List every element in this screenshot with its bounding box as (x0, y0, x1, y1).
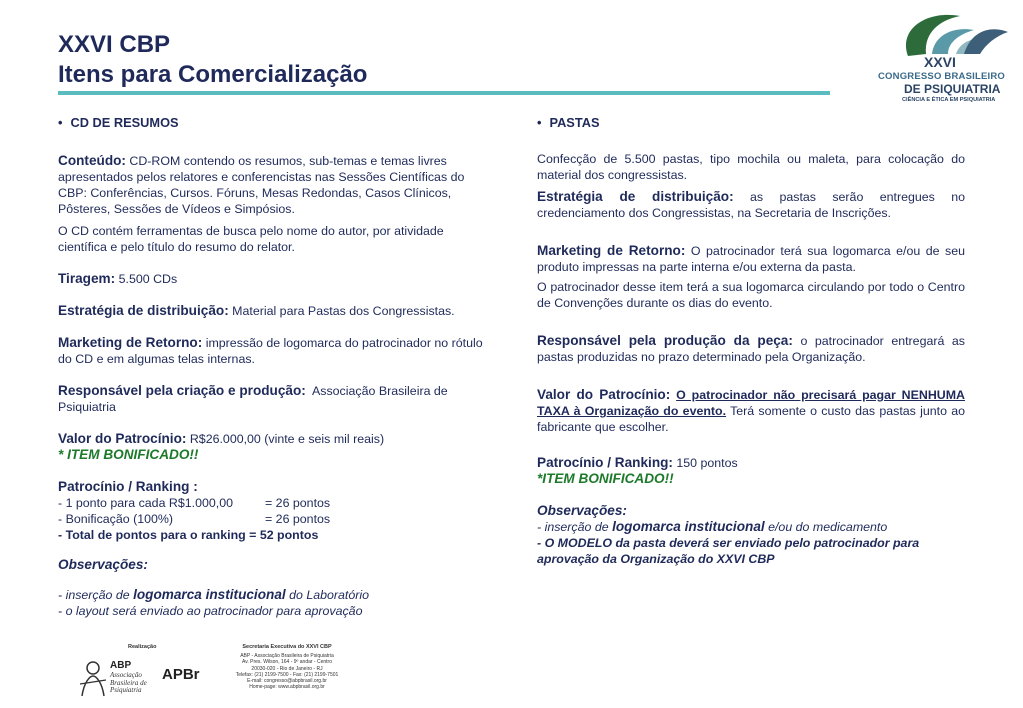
cd-observation-1: - inserção de logomarca institucional do Laboratório (58, 587, 370, 602)
page-title (58, 30, 367, 90)
cd-value: Valor do Patrocínio: R$26.000,00 (vinte e seis mil reais) (58, 431, 385, 446)
pastas-responsible: Responsável pela produção da peça: o patrocinador entregará as pastas produzidas no prazo determinado pela Organização. (537, 333, 965, 364)
footer-line-1: ABP - Associação Brasileira de Psiquiatria (240, 653, 334, 660)
cd-bonus-badge: * ITEM BONIFICADO!! (58, 447, 199, 462)
left-column (58, 115, 488, 619)
abp-logo-icon (78, 658, 108, 698)
footer-secretariat (226, 644, 348, 690)
logo-line-1: XXVI (924, 54, 956, 70)
title-line-2: Itens para Comercialização (58, 61, 368, 88)
footer (78, 644, 348, 704)
cd-section-heading: • CD DE RESUMOS (58, 115, 179, 130)
cd-ranking-line-1: - 1 ponto para cada R$1.000,00 = 26 pontos (58, 496, 331, 510)
footer-line-4: Telefax: (21) 2199-7500 - Fax: (21) 2199-7501 (235, 671, 339, 678)
cd-observations-label: Observações: (58, 557, 148, 572)
cd-ranking-total: - Total de pontos para o ranking = 52 pontos (58, 528, 319, 542)
pastas-observation-1: - inserção de logomarca institucional e/ou do medicamento (537, 519, 888, 534)
footer-line-3: 20030-020 - Rio de Janeiro - RJ (251, 665, 323, 672)
pastas-value: Valor do Patrocínio: O patrocinador não precisará pagar NENHUMA TAXA à Organização do evento. Terá somente o custo das pastas junto ao fabricante que escolher. (537, 387, 966, 434)
pastas-observation-2: - O MODELO da pasta deverá ser enviado pelo patrocinador para aprovação da Organização do XXVI CBP (537, 536, 920, 566)
pastas-bonus-badge: *ITEM BONIFICADO!! (537, 471, 674, 486)
pastas-marketing-2: O patrocinador desse item terá a sua logomarca circulando por todo o Centro de Convenções durante os dias do evento. (537, 280, 965, 310)
cd-responsible: Responsável pela criação e produção: Associação Brasileira de Psiquiatria (58, 383, 448, 414)
logo-line-2: CONGRESSO BRASILEIRO (878, 71, 1005, 82)
footer-line-2: Av. Pres. Wilson, 164 - 9º andar - Centro (241, 659, 332, 666)
footer-realizacao: Realização (128, 644, 157, 650)
pastas-ranking: Patrocínio / Ranking: 150 pontos (537, 455, 738, 470)
pastas-marketing: Marketing de Retorno: O patrocinador terá sua logomarca e/ou de seu produto impressas na parte interna e/ou externa da pasta. (537, 243, 965, 274)
pastas-strategy: Estratégia de distribuição: as pastas serão entregues no credenciamento dos Congressistas, na Secretaria de Inscrições. (537, 189, 966, 220)
cd-marketing: Marketing de Retorno: impressão de logomarca do patrocinador no rótulo do CD e em algumas telas internas. (58, 335, 483, 366)
footer-secretaria: Secretaria Executiva do XXVI CBP (242, 644, 332, 650)
abp-name: Associação Brasileira de Psiquiatria (110, 671, 147, 694)
cd-tiragem: Tiragem: 5.500 CDs (58, 271, 178, 286)
abp-logo-text: ABP (110, 660, 132, 671)
pastas-intro: Confecção de 5.500 pastas, tipo mochila ou maleta, para colocação do material dos congressistas. (537, 152, 965, 182)
congress-logo (868, 8, 1018, 108)
cd-observation-2: - o layout será enviado ao patrocinador para aprovação (58, 604, 363, 618)
cd-ranking-line-2: - Bonificação (100%) = 26 pontos (58, 512, 331, 526)
footer-line-6: Home-page: www.abpbrasil.org.br (249, 684, 325, 691)
pastas-observations-label: Observações: (537, 503, 627, 518)
pastas-section-heading: • PASTAS (537, 115, 600, 130)
cd-tools: O CD contém ferramentas de busca pelo nome do autor, por atividade científica e pelo título do resumo do relator. (58, 224, 444, 254)
cd-content: Conteúdo: CD-ROM contendo os resumos, sub-temas e temas livres apresentados pelos relatores e conferencistas nas Sessões Científicas do CBP: Conferências, Cursos. Fóruns, Mesas Redondas, Casos Clínicos, Pôsteres, Sessões de Vídeos e Simpósios. (58, 153, 465, 216)
apbr-logo-text: APBr (162, 666, 200, 683)
cd-ranking-label: Patrocínio / Ranking : (58, 479, 198, 494)
logo-line-3: DE PSIQUIATRIA (904, 82, 1001, 96)
logo-line-4: CIÊNCIA E ÉTICA EM PSIQUIATRIA (902, 97, 996, 103)
title-divider (58, 91, 830, 95)
right-column (537, 115, 965, 567)
footer-line-5: E-mail: congresso@abpbrasil.org.br (247, 678, 327, 685)
cd-strategy: Estratégia de distribuição: Material para Pastas dos Congressistas. (58, 303, 455, 318)
title-line-1: XXVI CBP (58, 31, 171, 58)
